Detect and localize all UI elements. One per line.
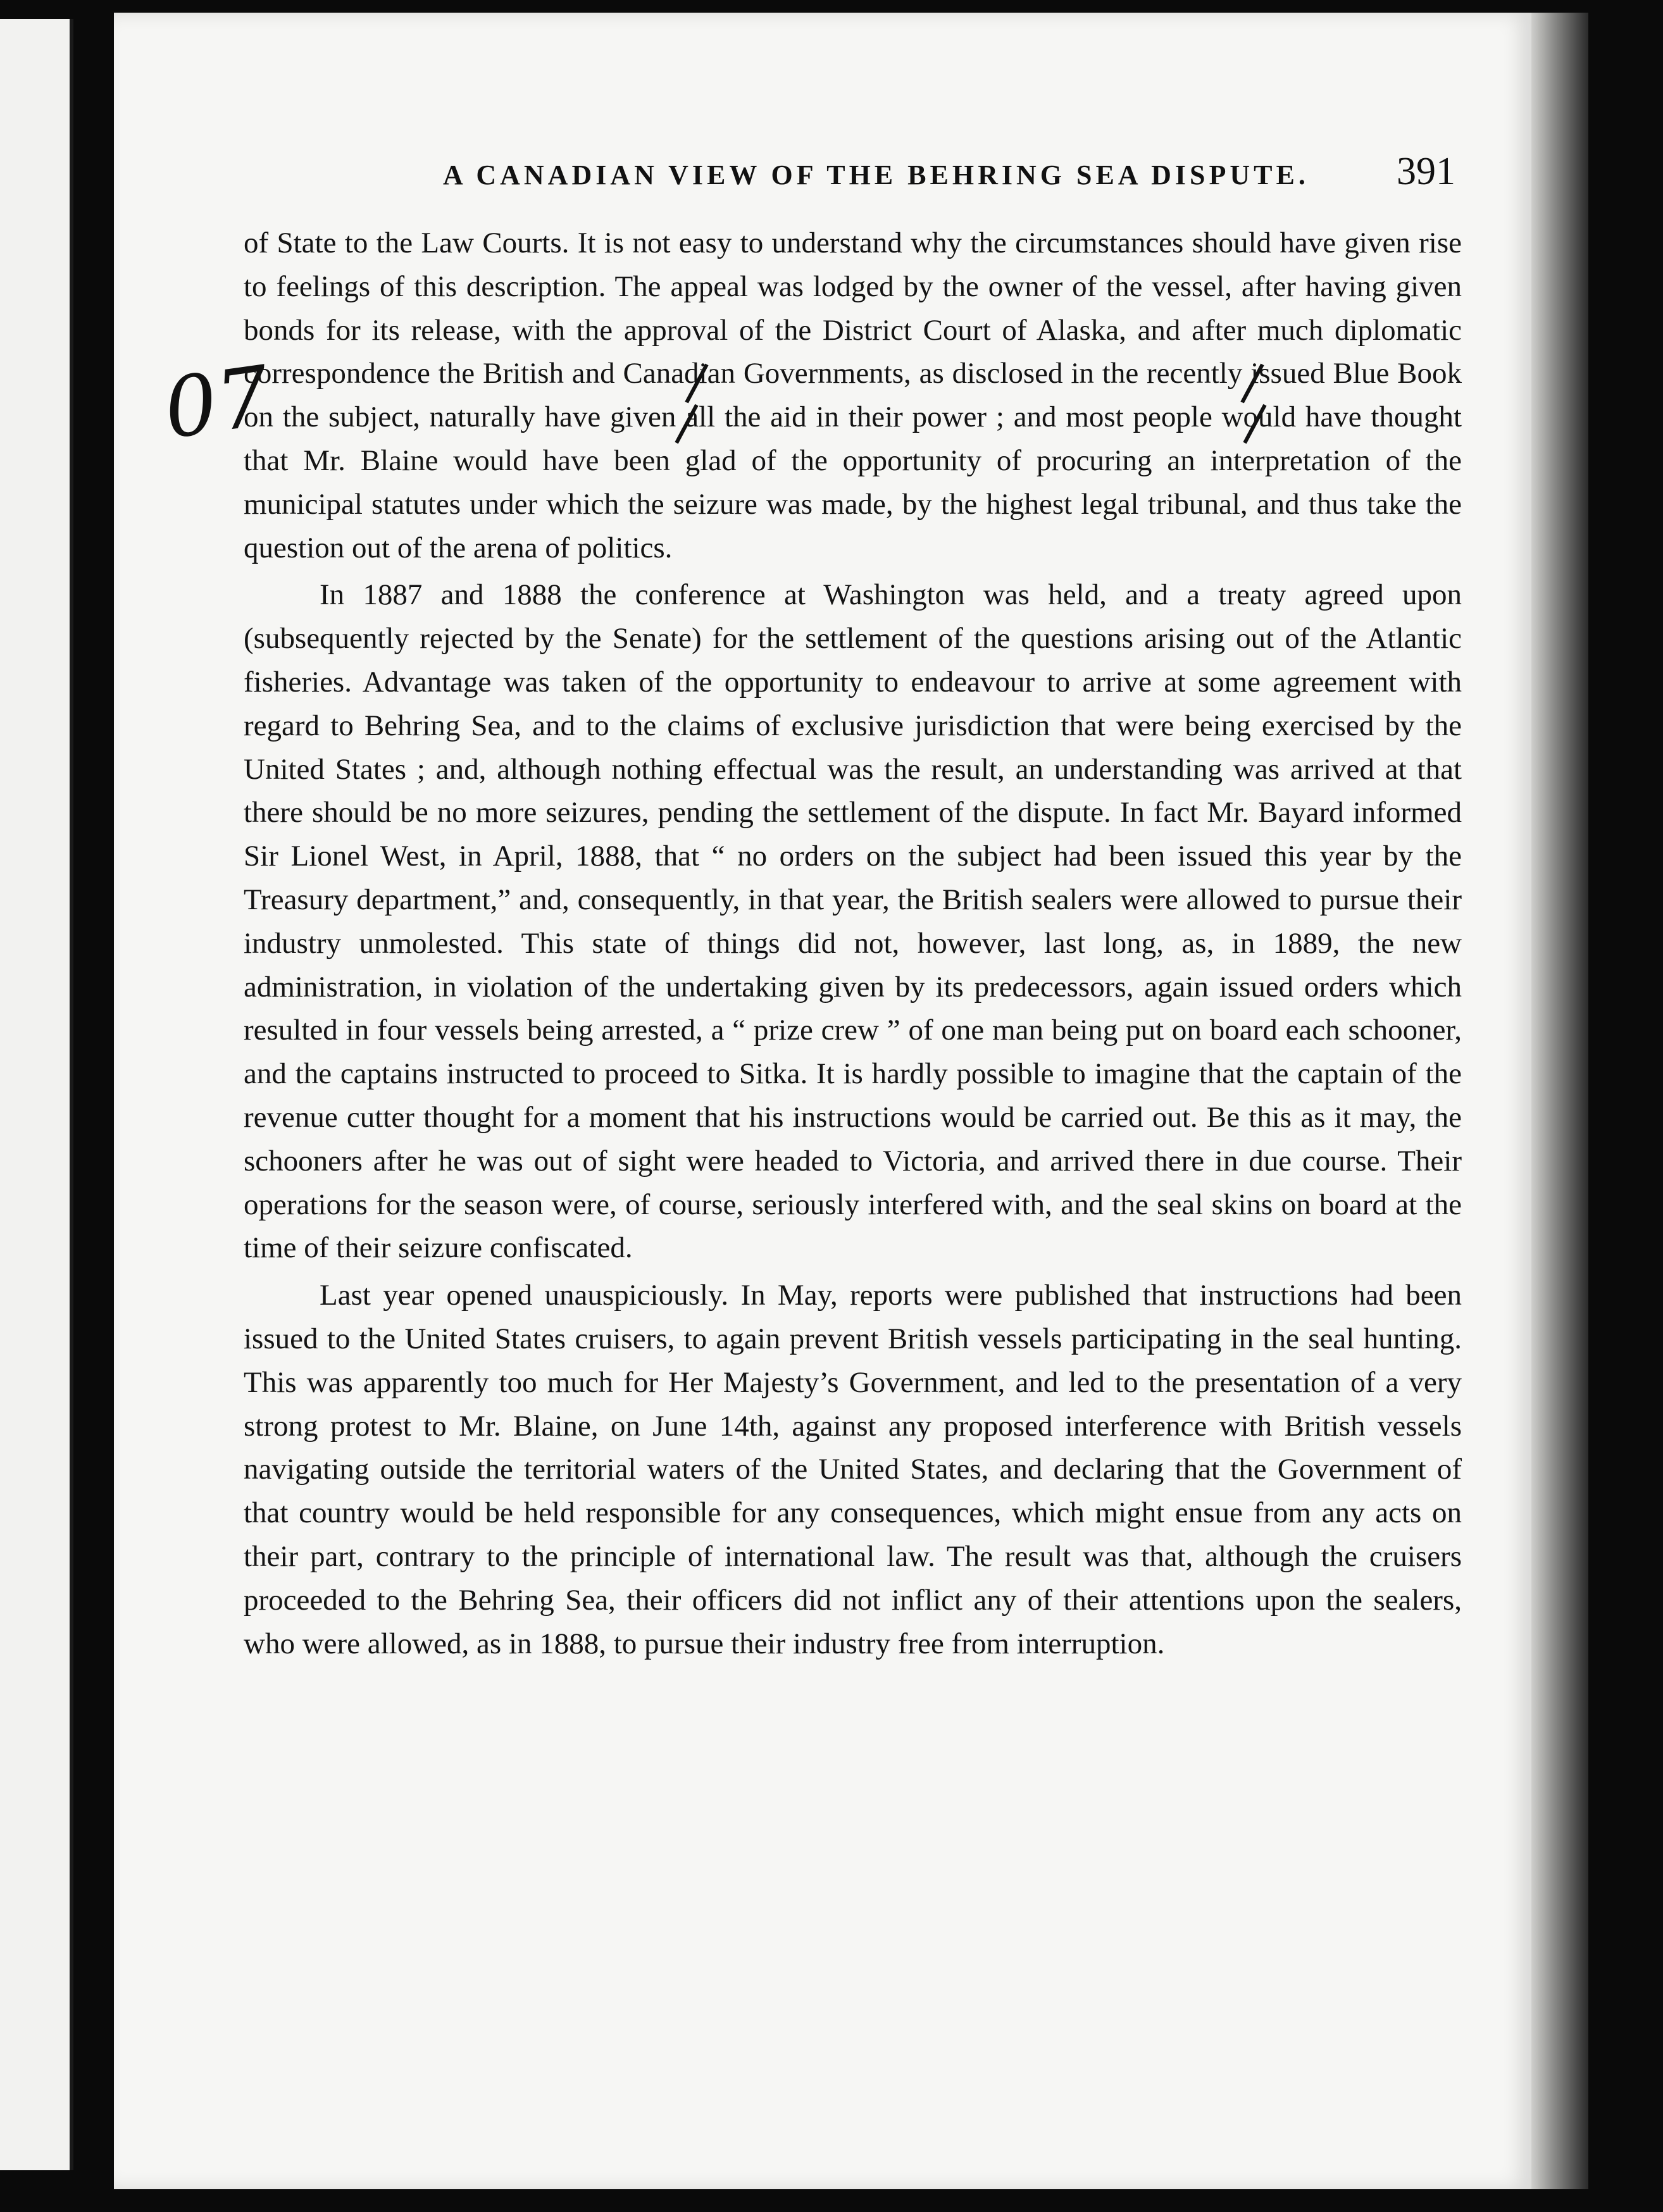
body-text	[244, 221, 1462, 1665]
running-title: A CANADIAN VIEW OF THE BEHRING SEA DISPUTE.	[443, 159, 1309, 190]
page-number: 391	[1397, 150, 1455, 193]
running-head	[443, 149, 1455, 194]
facing-page-edge	[0, 19, 73, 2170]
paragraph: In 1887 and 1888 the conference at Washington was held, and a treaty agreed upon (subsequently rejected by the Senate) for the settlement of the questions arising out of the Atlantic fisheries. Advantage was taken of the opportunity to endeavour to arrive at some agreement with regard to Behring Sea, and to the claims of exclusive jurisdiction that were being exercised by the United States ; and, although nothing effectual was the result, an understanding was arrived at that there should be no more seizures, pending the settlement of the dispute. In fact Mr. Bayard informed Sir Lionel West, in April, 1888, that “ no orders on the subject had been issued this year by the Treasury department,” and, consequently, in that year, the British sealers were allowed to pursue their industry unmolested. This state of things did not, however, last long, as, in 1889, the new administration, in violation of the undertaking given by its predecessors, again issued orders which resulted in four vessels being arrested, a “ prize crew ” of one man being put on board each schooner, and the captains instructed to proceed to Sitka. It is hardly possible to imagine that the captain of the revenue cutter thought for a moment that his instructions would be carried out. Be this as it may, the schooners after he was out of sight were headed to Victoria, and arrived there in due course. Their operations for the season were, of course, seriously interfered with, and the seal skins on board at the time of their seizure confiscated.	[244, 578, 1462, 1265]
page-stack-edge	[1531, 13, 1588, 2189]
handwritten-margin-note: 07	[158, 347, 276, 457]
paragraph: of State to the Law Courts. It is not easy to understand why the circumstances should have given rise to feelings of this description. The appeal was lodged by the owner of the vessel, after having given bonds for its release, with the approval of the District Court of Alaska, and after much diplomatic correspondence the British and Canadian Governments, as disclosed in the recently issued Blue Book on the subject, naturally have given all the aid in their power ; and most people would have thought that Mr. Blaine would have been glad of the opportunity of procuring an interpretation of the municipal statutes under which the seizure was made, by the highest legal tribunal, and thus take the question out of the arena of politics.	[244, 227, 1462, 564]
paragraph: Last year opened unauspiciously. In May, reports were published that instructions had been issued to the United States cruisers, to again prevent British vessels participating in the seal hunting. This was apparently too much for Her Majesty’s Government, and led to the presentation of a very strong protest to Mr. Blaine, on June 14th, against any proposed interference with British vessels navigating outside the territorial waters of the United States, and declaring that the Government of that country would be held responsible for any consequences, which might ensue from any acts on their part, contrary to the principle of international law. The result was that, although the cruisers proceeded to the Behring Sea, their officers did not inflict any of their attentions upon the sealers, who were allowed, as in 1888, to pursue their industry free from interruption.	[244, 1279, 1462, 1660]
